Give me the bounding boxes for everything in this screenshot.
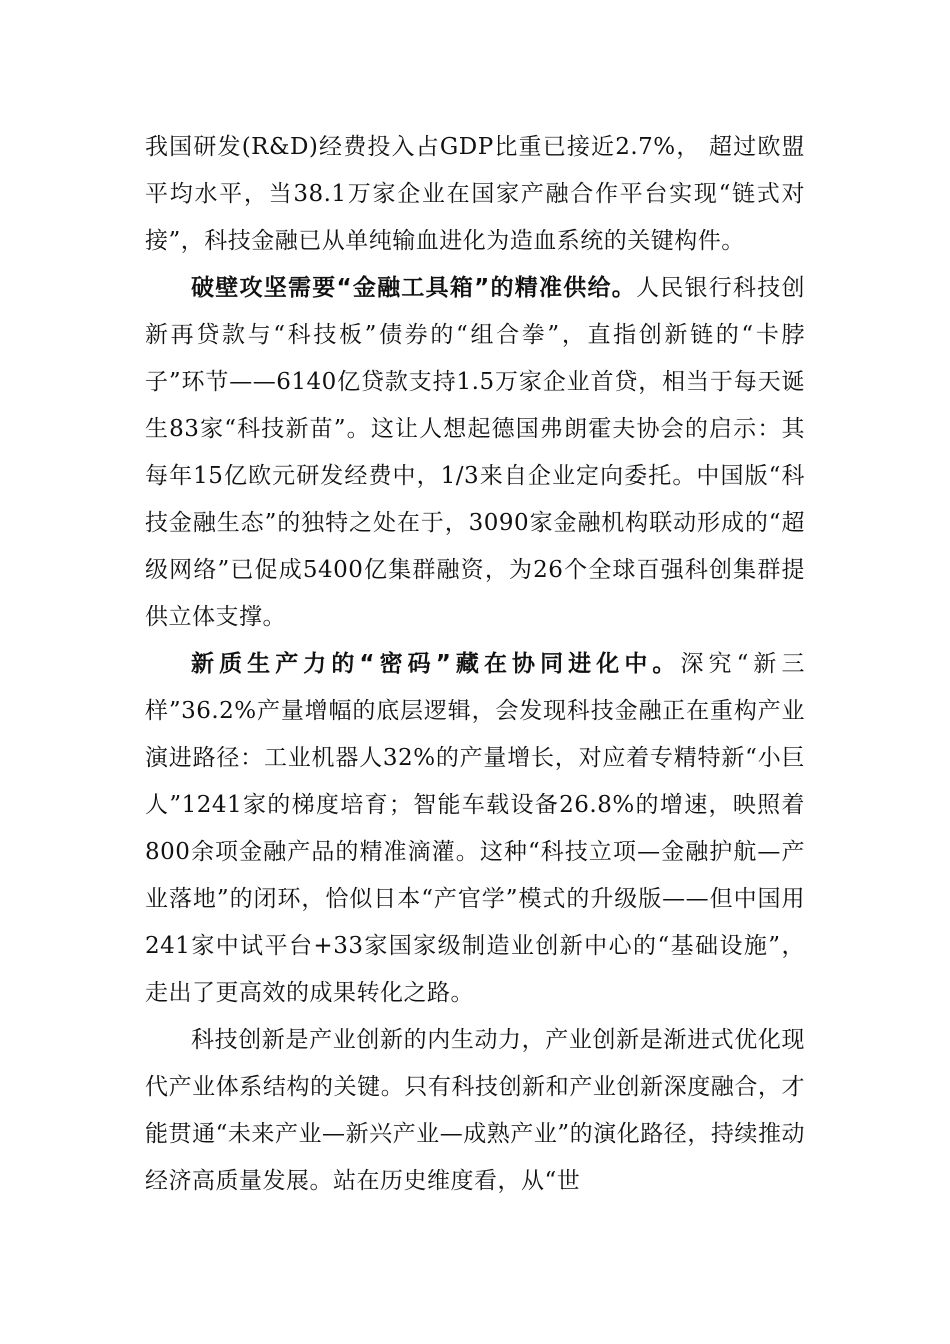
paragraph-3 <box>145 641 805 1017</box>
paragraph-1-text: 我国研发(R&D)经费投入占GDP比重已接近2.7%， 超过欧盟平均水平，当38.1万家企业在国家产融合作平台实现“链式对接”，科技金融已从单纯输血进化为造血系统的关键构件。 <box>145 134 805 254</box>
paragraph-3-lead: 新质生产力的“密码”藏在协同进化中。 <box>191 651 681 677</box>
article-body <box>145 124 805 1205</box>
paragraph-2 <box>145 265 805 641</box>
paragraph-2-text: 人民银行科技创新再贷款与“科技板”债券的“组合拳”，直指创新链的“卡脖子”环节——6140亿贷款支持1.5万家企业首贷，相当于每天诞生83家“科技新苗”。这让人想起德国弗朗霍夫协会的启示：其每年15亿欧元研发经费中，1/3来自企业定向委托。中国版“科技金融生态”的独特之处在于，3090家金融机构联动形成的“超级网络”已促成5400亿集群融资，为26个全球百强科创集群提供立体支撑。 <box>145 275 806 630</box>
paragraph-2-lead: 破壁攻坚需要“金融工具箱”的精准供给。 <box>191 275 636 301</box>
paragraph-4 <box>145 1017 805 1205</box>
paragraph-4-text: 科技创新是产业创新的内生动力，产业创新是渐进式优化现代产业体系结构的关键。只有科技创新和产业创新深度融合，才能贯通“未来产业—新兴产业—成熟产业”的演化路径，持续推动经济高质量发展。站在历史维度看，从“世 <box>145 1027 805 1194</box>
paragraph-1 <box>145 124 805 265</box>
paragraph-3-text: 深究“新三样”36.2%产量增幅的底层逻辑，会发现科技金融正在重构产业演进路径：工业机器人32%的产量增长，对应着专精特新“小巨人”1241家的梯度培育；智能车载设备26.8%的增速，映照着800余项金融产品的精准滴灌。这种“科技立项—金融护航—产业落地”的闭环，恰似日本“产官学”模式的升级版——但中国用241家中试平台+33家国家级制造业创新中心的“基础设施”，走出了更高效的成果转化之路。 <box>145 651 805 1006</box>
